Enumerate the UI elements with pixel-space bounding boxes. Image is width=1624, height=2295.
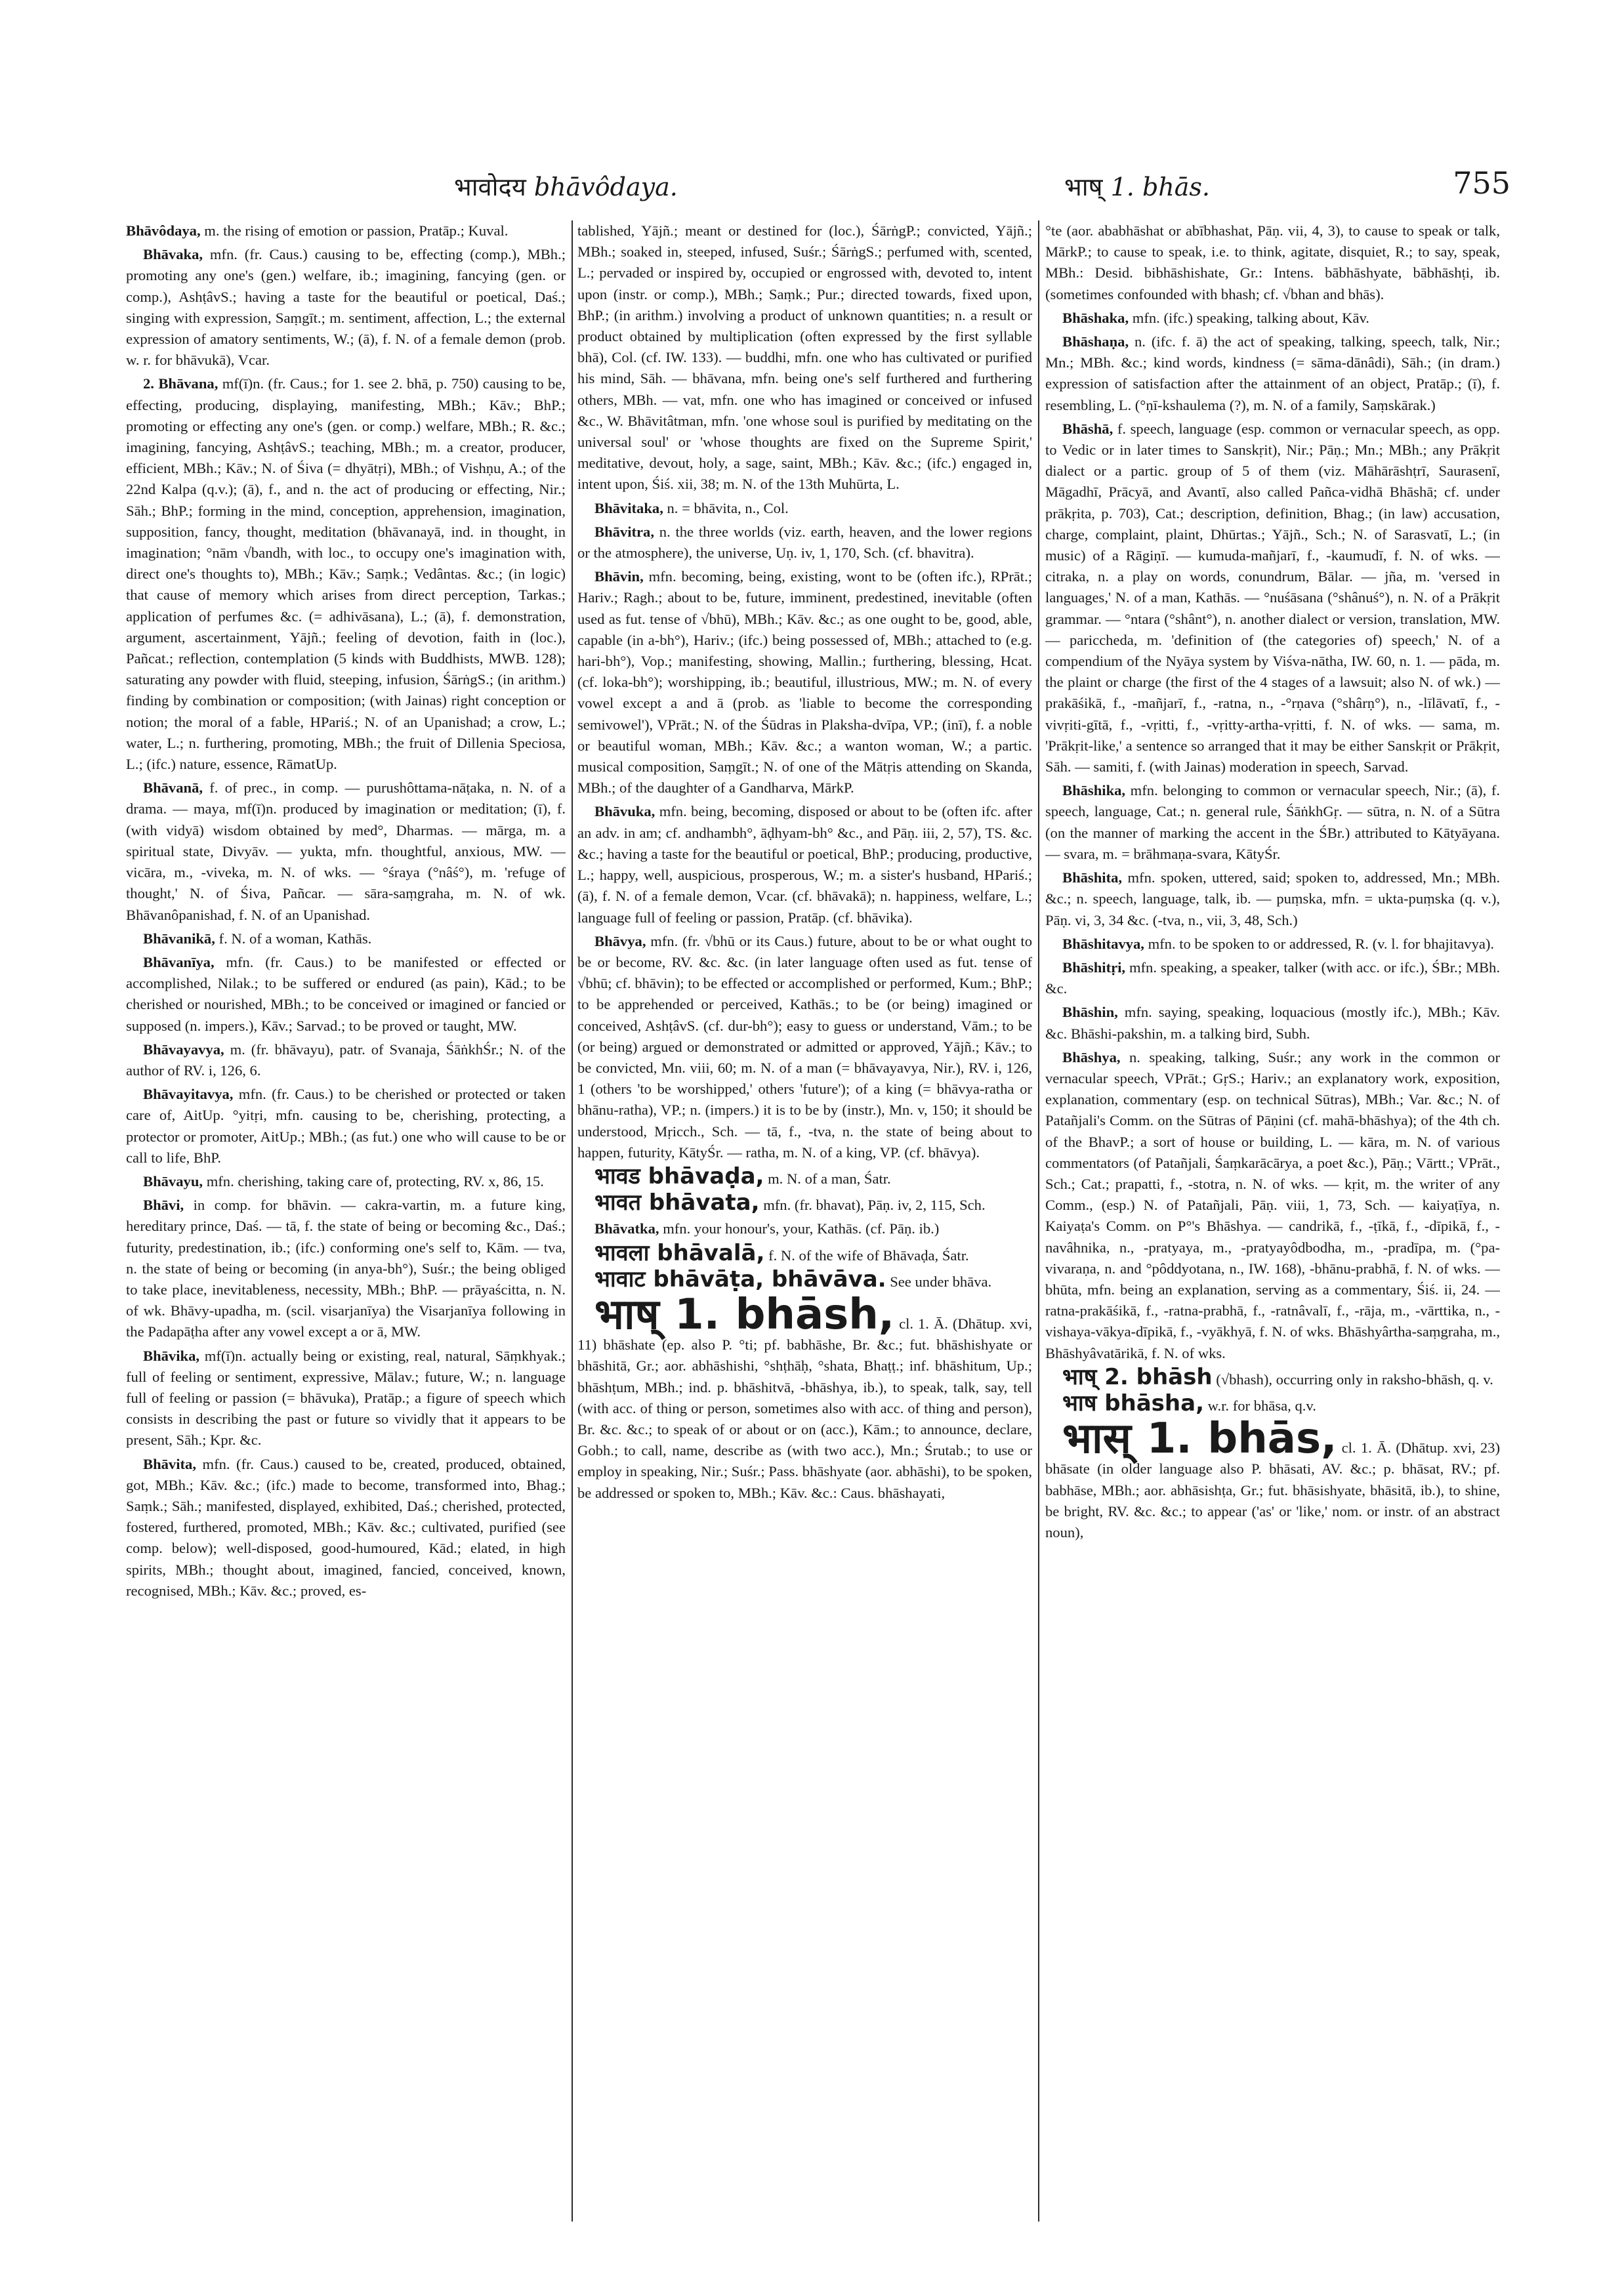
entry-definition: cl. 1. Ā. (Dhātup. xvi, 23) bhāsate (in older language also P. bhāsati, AV. &c.; p. bhāsat, RV.; pf. babhāse, MBh.; aor. abhāsishṭa, Gr.; fut. bhāsishyate, bhāsitā, ib.), to shine, be bright, RV. &c. &c.; to appear ('as' or 'like,' nom. or instr. of an abstract noun),: [1045, 1439, 1500, 1540]
dictionary-entry: [126, 1084, 566, 1168]
entry-definition: m. N. of a man, Śatr.: [764, 1170, 891, 1187]
entry-definition: f. N. of a woman, Kathās.: [215, 930, 372, 947]
dictionary-entry: [1045, 1002, 1500, 1044]
entry-headword: Bhāvika,: [143, 1347, 200, 1364]
entry-definition: mfn. belonging to common or vernacular speech, Nir.; (ā), f. speech, language, Cat.; n. general rule, ŚāṅkhGṛ. — sūtra, n. N. of a Sūtra (on the manner of marking the accent in the ŚBr.) attributed to Kātyāyana. — svara, m. = brāhmaṇa-svara, KātyŚr.: [1045, 782, 1500, 862]
dictionary-entry: [126, 244, 566, 371]
dictionary-entry: [577, 1266, 1032, 1292]
entry-definition: f. of prec., in comp. — purushôttama-nāṭaka, n. N. of a drama. — maya, mf(ī)n. produced by imagination or meditation; (ī), f. (with vidyā) wisdom obtained by med°, Dharmas. — mārga, m. a spiritual state, Divyāv. — yukta, mfn. thoughtful, anxious, MW. — vicāra, m., -viveka, m. N. of wks. — °śraya (°nâś°), m. 'refuge of thought,' N. of Śiva, Pañcar. — sāra-saṃgraha, m. N. of wk. Bhāvanôpanishad, f. N. of an Upanishad.: [126, 779, 566, 923]
entry-headword: Bhāvanikā,: [143, 930, 215, 947]
entry-definition: mfn. being, becoming, disposed or about to be (often ifc. after an adv. in am; cf. andhambh°, āḍhyam-bh° &c., and Pāṇ. iii, 2, 57), TS. &c. &c.; having a taste for the beautiful or poetical, BhP.; producing, productive, L.; happy, well, auspicious, prosperous, W.; m. a sister's husband, HPariś.; (ā), f. N. of a female demon, Vcar. (cf. bhāvakā); n. happiness, welfare, L.; language full of feeling or passion, Pratāp. (cf. bhāvika).: [577, 803, 1032, 926]
entry-headword: Bhāvin,: [594, 568, 644, 585]
entry-headword: Bhāvya,: [594, 932, 646, 949]
dictionary-entry: [1045, 1390, 1500, 1416]
entry-headword: भाष bhāsha,: [1062, 1390, 1204, 1416]
entry-definition: n. the three worlds (viz. earth, heaven, and the lower regions or the atmosphere), the universe, Uṇ. iv, 1, 170, Sch. (cf. bhavitra).: [577, 523, 1032, 562]
entry-definition: n. (ifc. f. ā) the act of speaking, talking, speech, talk, Nir.; Mn.; MBh. &c.; kind words, kindness (= sāma-dānâdi), Sāh.; (in dram.) expression of satisfaction after the attainment of an object, Pratāp.; (ī), f. resembling, L. (°ṇī-kshaulema (?), m. N. of a family, Saṃskārak.): [1045, 333, 1500, 413]
dictionary-entry: [126, 952, 566, 1037]
dictionary-entry: [1045, 934, 1500, 955]
column-2: [577, 220, 1032, 2222]
entry-definition: f. N. of the wife of Bhāvaḍa, Śatr.: [764, 1247, 969, 1264]
entry-headword: Bhāvuka,: [594, 803, 656, 820]
entry-headword: Bhāvitra,: [594, 523, 655, 540]
dictionary-entry: [126, 1039, 566, 1081]
entry-definition: n. = bhāvita, n., Col.: [663, 499, 789, 516]
entry-definition: mfn. cherishing, taking care of, protecting, RV. x, 86, 15.: [203, 1172, 544, 1189]
page-number: 755: [1453, 165, 1510, 201]
dictionary-entry: [126, 928, 566, 949]
entry-headword: Bhāvayavya,: [143, 1041, 224, 1058]
header-middle-headword: [1064, 169, 1210, 203]
entry-headword: Bhāshika,: [1062, 782, 1126, 799]
entry-definition: mfn. (fr. Caus.) to be cherished or protected or taken care of, AitUp. °yitṛi, mfn. causing to be, cherishing, protecting, a protector or promoter, AitUp.; MBh.; (as fut.) one who will cause to be or call to life, BhP.: [126, 1086, 566, 1166]
dictionary-entry: [1045, 1047, 1500, 1364]
entry-headword: Bhāvayitavya,: [143, 1086, 234, 1103]
entry-headword: Bhāvitaka,: [594, 499, 663, 516]
header-left-devanagari: भावोदय: [454, 173, 526, 201]
entry-definition: See under bhāva.: [886, 1273, 992, 1290]
dictionary-entry: [1045, 308, 1500, 329]
entry-headword: 2. Bhāvana,: [143, 375, 219, 392]
dictionary-entry: [577, 1218, 1032, 1239]
dictionary-entry: [126, 777, 566, 925]
entry-definition: mfn. to be spoken to or addressed, R. (v. l. for bhajitavya).: [1144, 935, 1495, 952]
dictionary-entry: [577, 566, 1032, 798]
column-divider: [572, 220, 573, 2222]
entry-headword: भास् 1. bhās,: [1062, 1415, 1337, 1464]
entry-definition: mfn. (ifc.) speaking, talking about, Kāv.: [1129, 309, 1369, 326]
entry-headword: Bhāshitṛi,: [1062, 959, 1126, 976]
entry-headword: Bhāshā,: [1062, 420, 1114, 437]
entry-headword: Bhāvanīya,: [143, 953, 215, 970]
dictionary-entry: [1045, 957, 1500, 999]
dictionary-entry: [577, 498, 1032, 519]
entry-definition: mf(ī)n. (fr. Caus.; for 1. see 2. bhā, p. 750) causing to be, effecting, producing, displaying, manifesting, MBh.; Kāv.; BhP.; promoting or effecting any one's (gen. or comp.) welfare, MBh.; R. &c.; imagining, fancying, AshṭâvS.; teaching, MBh.; m. a creator, producer, efficient, MBh.; Kāv.; N. of Śiva (= dhyātṛi), MBh.; of Vishṇu, A.; of the 22nd Kalpa (q.v.); (ā), f., and n. the act of producing or effecting, Nir.; Sāh.; BhP.; forming in the mind, conception, apprehension, imagination, supposition, fancy, thought, meditation (bhāvanayā, ind. in thought, in imagination; °nām √bandh, with loc., to occupy one's imagination with, direct one's thoughts to), MBh.; Kāv.; Saṃk.; Vedântas. &c.; (in logic) that cause of memory which arises from direct perception, Tarkas.; application of perfumes &c. (= adhivāsana), L.; (ā), f. demonstration, argument, ascertainment, Yājñ.; feeling of devotion, faith in (loc.), Pañcat.; reflection, contemplation (5 kinds with Buddhists, MWB. 128); saturating any powder with fluid, steeping, infusion, ŚārṅgS.; (in arithm.) finding by combination or composition; (with Jainas) right conception or notion; the moral of a fable, HPariś.; N. of an Upanishad; a crow, L.; water, L.; n. furthering, promoting, MBh.; the fruit of Dillenia Speciosa, L.; (ifc.) nature, essence, RāmatUp.: [126, 375, 566, 773]
dictionary-entry: [1045, 780, 1500, 865]
entry-definition: mfn. becoming, being, existing, wont to be (often ifc.), RPrāt.; Hariv.; Ragh.; about to be, future, imminent, predestined, inevitable (often used as fut. tense of √bhū), MBh.; Kāv. &c.; as one ought to be, good, able, capable (in a-bh°), Hariv.; (ifc.) being possessed of, MBh.; attached to (e.g. hari-bh°), Vop.; manifesting, showing, Mallin.; furthering, blessing, Hcat. (cf. loka-bh°); worshipping, ib.; beautiful, illustrious, MW.; m. N. of every vowel except a and ā (prob. as 'liable to become the corresponding semivowel'), VPrāt.; N. of the Śūdras in Plaksha-dvīpa, VP.; (inī), f. a noble or beautiful woman, MBh.; Kāv. &c.; a wanton woman, W.; a partic. musical composition, Saṃgīt.; N. of one of the Mātṛis attending on Skanda, MBh.; of the daughter of a Gandharva, MārkP.: [577, 568, 1032, 796]
entry-definition: mfn. (fr. Caus.) causing to be, effecting (comp.), MBh.; promoting any one's (gen.) welfare, ib.; imagining, fancying (gen. or comp.), AshṭâvS.; having a taste for the beautiful or poetical, Daś.; singing with expression, Saṃgīt.; m. sentiment, affection, L.; the external expression of amatory sentiments, W.; (ā), f. N. of a female demon (prob. w. r. for bhāvukā), Vcar.: [126, 246, 566, 369]
entry-definition: mfn. your honour's, your, Kathās. (cf. Pāṇ. ib.): [659, 1220, 940, 1237]
dictionary-entry: [577, 1163, 1032, 1189]
dictionary-entry: [577, 801, 1032, 928]
header-left-roman: bhāvôdaya.: [533, 173, 678, 201]
dictionary-entry: [577, 1290, 1032, 1504]
entry-headword: Bhāshya,: [1062, 1048, 1121, 1065]
entry-definition: mf(ī)n. actually being or existing, real, natural, Sāṃkhyak.; full of feeling or sentiment, expressive, Mālav.; future, W.; n. language full of feeling or passion (= bhāvuka), Pratāp.; a figure of speech which consists in describing the past or future so vividly that it appears to be present, Sāh.; Kpr. &c.: [126, 1347, 566, 1449]
entry-headword: Bhāvayu,: [143, 1172, 203, 1189]
dictionary-entry: [1045, 867, 1500, 931]
entry-definition: f. speech, language (esp. common or vernacular speech, as opp. to Vedic or in later times to Sanskṛit), Nir.; Pāṇ.; Mn.; MBh.; any Prākṛit dialect or a partic. group of 5 of them (viz. Māhārāshṭrī, Saurasenī, Māgadhī, Prācyā, and Avantī, also called Pañca-vidhā Bhāshā; cf. under prākṛita, p. 703), Cat.; description, definition, Bhag.; (in law) accusation, charge, complaint, plaint, Dhūrtas.; Yājñ., Sch.; N. of Sarasvatī, L.; (in music) of a Rāgiṇī. — kumuda-mañjarī, f., -kaumudī, f. N. of wks. — citraka, n. a play on words, conundrum, Bālar. — jña, m. 'versed in languages,' N. of a man, Kathās. — °nuśāsana (°shânuś°), n. N. of a Prākṛit grammar. — °ntara (°shânt°), n. another dialect or version, translation, MW. — pariccheda, m. 'definition of (the categories of) speech,' N. of a compendium of the Nyāya system by Viśva-nātha, IW. 60, n. 1. — pāda, m. the plaint or charge (the first of the 4 stages of a lawsuit; also N. of wk.) — prakāśikā, f., -mañjarī, f., -ratna, n., -°rṇava (°shârṇ°), n., -līlāvatī, f., -vivṛiti-gītā, f., -vṛitti, f., -vṛitty-artha-vṛitti, f. N. of wks. — sama, m. 'Prākṛit-like,' a sentence so arranged that it may be either Sanskṛit or Prākṛit, Sāh. — samiti, f. (with Jainas) moderation in speech, Sarvad.: [1045, 420, 1500, 775]
header-left-headword: [454, 169, 678, 203]
dictionary-entry: [577, 522, 1032, 564]
entry-definition: mfn. (fr. bhavat), Pāṇ. iv, 2, 115, Sch.: [759, 1197, 986, 1214]
entry-definition: m. the rising of emotion or passion, Pratāp.; Kuval.: [200, 222, 509, 239]
entry-definition: w.r. for bhāsa, q.v.: [1204, 1397, 1316, 1414]
dictionary-entry: [126, 1454, 566, 1602]
header-middle-roman: 1. bhās.: [1110, 173, 1210, 201]
entry-headword: भावाट bhāvāṭa, bhāvāva.: [594, 1266, 886, 1292]
entry-definition: mfn. (fr. Caus.) caused to be, created, produced, obtained, got, MBh.; Kāv. &c.; (ifc.) made to become, transformed into, Bhag.; Saṃk.; Sāh.; manifested, displayed, exhibited, Daś.; cherished, protected, fostered, furthered, promoted, MBh.; Kāv. &c.; cultivated, purified (see comp. below); well-disposed, good-humoured, Kād.; elated, in high spirits, MBh.; thought about, imagined, fancied, conceived, known, recognised, MBh.; Kāv. &c.; proved, es-: [126, 1455, 566, 1599]
dictionary-entry: [126, 1171, 566, 1192]
column-1: [126, 220, 566, 2222]
entry-definition: °te (aor. ababhāshat or abībhashat, Pāṇ. vii, 4, 3), to cause to speak or talk, MārkP.; to cause to speak, i.e. to think, agitate, disquiet, R.; to say, speak, MBh.: Desid. bibhāshishate, Gr.: Intens. bābhāshyate, bābhāshṭi, ib. (sometimes confounded with bhash; cf. √bhan and bhās).: [1045, 222, 1500, 302]
entry-headword: Bhāvita,: [143, 1455, 196, 1472]
entry-headword: Bhāshaṇa,: [1062, 333, 1129, 350]
page-header: [126, 165, 1510, 209]
entry-definition: cl. 1. Ā. (Dhātup. xvi, 11) bhāshate (ep. also P. °ti; pf. babhāshe, Br. &c.; fut. bhāshishyate or bhāshitā, Gr.; aor. abhāshishi, °shṭhāḥ, °shata, Bhaṭṭ.; inf. bhāshitum, Up.; bhāshṭum, MBh.; ind. p. bhāshitvā, -bhāshya, ib.), to speak, talk, say, tell (with acc. of thing or person, sometimes also with acc. of thing and person), Br. &c. &c.; to speak of or about or on (acc.), Kām.; to announce, declare, Gobh.; to call, name, describe as (with two acc.), Mn.; Śrutab.; to use or employ in speaking, Nir.; Suśr.; Pass. bhāshyate (aor. abhāshi), to be spoken, be addressed or spoken to, MBh.; Kāv. &c.: Caus. bhāshayati,: [577, 1315, 1032, 1501]
entry-headword: Bhāvanā,: [143, 779, 203, 796]
entry-headword: Bhāshin,: [1062, 1004, 1118, 1021]
dictionary-entry: [1045, 1363, 1500, 1390]
entry-headword: Bhāvaka,: [143, 246, 203, 263]
entry-definition: mfn. speaking, a speaker, talker (with acc. or ifc.), ŚBr.; MBh. &c.: [1045, 959, 1500, 997]
entry-headword: Bhāshitavya,: [1062, 935, 1144, 952]
dictionary-entry: [126, 373, 566, 775]
entry-definition: (√bhash), occurring only in raksho-bhāsh, q. v.: [1212, 1371, 1493, 1388]
entry-definition: mfn. saying, speaking, loquacious (mostly ifc.), MBh.; Kāv. &c. Bhāshi-pakshin, m. a talking bird, Subh.: [1045, 1004, 1500, 1042]
dictionary-entry: [126, 1346, 566, 1451]
entry-headword: Bhāvôdaya,: [126, 222, 201, 239]
entry-definition: tablished, Yājñ.; meant or destined for (loc.), ŚārṅgP.; convicted, Yājñ.; MBh.; soaked in, steeped, infused, Suśr.; ŚārṅgS.; perfumed with, scented, L.; pervaded or inspired by, occupied or engrossed with, devoted to, intent upon (instr. or comp.), MBh.; Saṃk.; Pur.; directed towards, fixed upon, BhP.; (in arithm.) involving a product of unknown quantities; n. a result or product obtained by multiplication (often expressed by the first syllable bhā), Col. (cf. IW. 133). — buddhi, mfn. one who has cultivated or purified his mind, Sāh. — bhāvana, mfn. being one's self furthered and furthering others, MBh. — vat, mfn. one who has imagined or conceived or infused &c., W. Bhāvitâtman, mfn. 'one whose soul is purified by meditating on the universal soul' or 'whose thoughts are fixed on the Supreme Spirit,' meditative, devout, holy, a sage, saint, MBh.; Kāv. &c.; (ifc.) engaged in, intent upon, Śiś. xii, 38; m. N. of the 13th Muhūrta, L.: [577, 222, 1032, 493]
dictionary-entry: [1045, 220, 1500, 305]
dictionary-entry: [577, 220, 1032, 495]
entry-headword: Bhāshita,: [1062, 869, 1123, 886]
entry-definition: mfn. spoken, uttered, said; spoken to, addressed, Mn.; MBh. &c.; n. speech, language, talk, ib. — puṃska, mfn. = ukta-puṃska (q. v.), Pāṇ. vi, 3, 34 &c. (-tva, n., vii, 3, 48, Sch.): [1045, 869, 1500, 928]
entry-definition: n. speaking, talking, Suśr.; any work in the common or vernacular speech, VPrāt.; GṛS.; Hariv.; an explanatory work, exposition, explanation, commentary (esp. on technical Sūtras), MBh.; Var. &c.; N. of Patañjali's Comm. on the Sūtras of Pāṇini (cf. mahā-bhāshya); of the 4th ch. of the BhavP.; a sort of house or building, L. — kāra, m. N. of various commentators (of Patañjali, Śaṃkarācārya, a poet &c.), Pāṇ.; Vārtt.; VPrāt., Sch.; Cat.; prapatti, f., -stotra, n. N. of wks. — kṛit, m. the writer of any Comm., (esp.) N. of Patañjali, Pāṇ. viii, 1, 73, Sch. — kaiyaṭīya, n. Kaiyaṭa's Comm. on P°'s Bhāshya. — candrikā, f., -ṭīkā, f., -dīpikā, f., -navâhnika, n., -pratyaya, m., -pratyayôdbodha, m., -pradīpa, m. (°pa-vivaraṇa, n. and °pôddyotana, n., IW. 168), -bhānu-prabhā, f. N. of wks. — bhūta, mfn. being an explanation, serving as a commentary, Śiś. ii, 24. — ratna-prakāśikā, f., -ratna-prabhā, f., -ratnâvalī, f., -rāja, m., -vārttika, n., -vishaya-vākya-dīpikā, f., -vyākhyā, f. N. of wks. Bhāshyârtha-saṃgraha, m., Bhāshyâvatārikā, f. N. of wks.: [1045, 1048, 1500, 1361]
entry-headword: Bhāvi,: [143, 1197, 184, 1214]
dictionary-entry: [126, 220, 566, 241]
dictionary-entry: [1045, 331, 1500, 416]
entry-definition: mfn. (fr. Caus.) to be manifested or effected or accomplished, Nilak.; to be suffered or endured (as pain), Kād.; to be cherished or nourished, MBh.; to be conceived or imagined or fancied or supposed (n. impers.), Kāv.; Sarvad.; to be proved or taught, MW.: [126, 953, 566, 1034]
entry-definition: in comp. for bhāvin. — cakra-vartin, m. a future king, hereditary prince, Daś. — tā, f. the state of being or becoming &c., Daś.; futurity, predestination, ib.; (ifc.) conforming one's self to, Kām. — tva, n. the state of being or becoming (in anya-bh°), Suśr.; the being obliged to take place, inevitableness, necessity, MBh.; BhP. — prāyaścitta, n. N. of wk. Bhāvy-upadha, m. (scil. visarjanīya) the Visarjanīya following in the Padapāṭha after any vowel except a or ā, MW.: [126, 1197, 566, 1340]
header-middle-devanagari: भाष्: [1064, 173, 1103, 201]
dictionary-entry: [1045, 419, 1500, 777]
entry-headword: भाष् 1. bhāsh,: [594, 1290, 895, 1339]
entry-definition: mfn. (fr. √bhū or its Caus.) future, about to be or what ought to be or become, RV. &c. &c. (in later language often used as fut. tense of √bhū; cf. bhāvin); to be effected or accomplished or performed, Kum.; BhP.; to be apprehended or perceived, Kathās.; to be (or being) imagined or conceived, AshṭâvS. (cf. dur-bh°); easy to guess or understand, Vām.; to be (or being) argued or demonstrated or admitted or approved, Yājñ.; Kāv.; to be convicted, Mn. viii, 60; m. N. of a man (= bhāvayavya, Nir.), RV. i, 126, 1 (others 'to be worshipped,' others 'future'); of a king (= bhāvya-ratha or bhānu-ratha), VP.; n. (impers.) it is to be by (instr.), Mn. v, 150; it should be understood, Mṛicch., Sch. — tā, f., -tva, n. the state of being about to happen, futurity, KātyŚr. — ratha, m. N. of a king, VP. (cf. bhāvya).: [577, 932, 1032, 1161]
entry-headword: भाष् 2. bhāsh: [1062, 1363, 1213, 1390]
column-divider: [1038, 220, 1039, 2222]
dictionary-entry: [126, 1195, 566, 1342]
dictionary-entry: [577, 931, 1032, 1163]
entry-headword: भावला bhāvalā,: [594, 1239, 765, 1266]
entry-headword: Bhāshaka,: [1062, 309, 1129, 326]
dictionary-entry: [1045, 1415, 1500, 1543]
entry-headword: भावत bhāvata,: [594, 1189, 760, 1216]
column-3: [1045, 220, 1500, 2222]
entry-headword: भावड bhāvaḍa,: [594, 1163, 764, 1189]
dictionary-entry: [577, 1239, 1032, 1266]
entry-definition: m. (fr. bhāvayu), patr. of Svanaja, ŚāṅkhŚr.; N. of the author of RV. i, 126, 6.: [126, 1041, 566, 1079]
dictionary-entry: [577, 1189, 1032, 1216]
entry-headword: Bhāvatka,: [594, 1220, 659, 1237]
